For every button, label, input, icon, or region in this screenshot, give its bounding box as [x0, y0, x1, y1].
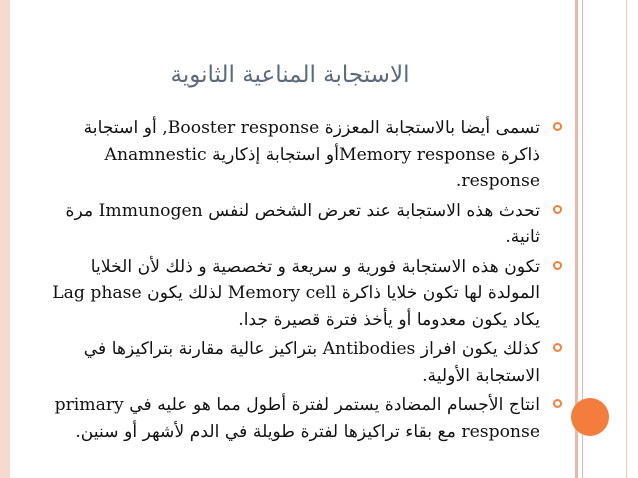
ring-bullet-icon	[553, 395, 562, 415]
bullet-text: تحدث هذه الاستجابة عند تعرض الشخص لنفس Immunogen مرة ثانية.	[65, 200, 540, 247]
bullet-item-1	[40, 115, 540, 195]
bullet-item-3	[40, 254, 540, 334]
bullet-text: كذلك يكون افراز Antibodies بتراكيز عالية مقارنة بتراكيزها في الاستجابة الأولية.	[83, 339, 540, 386]
right-frame-outer-line	[626, 0, 627, 478]
bullet-item-5	[40, 392, 540, 445]
bullet-item-2	[40, 198, 540, 251]
decorative-orange-circle	[571, 398, 609, 436]
ring-bullet-icon	[553, 339, 562, 359]
ring-bullet-icon	[553, 118, 562, 138]
slide-title: الاستجابة المناعية الثانوية	[170, 62, 410, 88]
bullet-text: تسمى أيضا بالاستجابة المعززة Booster response, أو استجابة ذاكرة Memory responseأو استجابة إذكارية Anamnestic response.	[83, 118, 540, 191]
bullet-text: انتاج الأجسام المضادة يستمر لفترة أطول مما هو عليه في primary response مع بقاء تراكيزها لفترة طويلة في الدم لأشهر أو سنين.	[54, 395, 540, 442]
ring-bullet-icon	[553, 201, 562, 221]
bullet-item-4	[40, 336, 540, 389]
bullet-text: تكون هذه الاستجابة فورية و سريعة و تخصصية و ذلك لأن الخلايا المولدة لها تكون خلايا ذاكرة Memory cell لذلك يكون Lag phase يكاد يكون معدوما أو يأخذ فترة قصيرة جدا.	[52, 256, 540, 330]
slide-content	[40, 115, 540, 448]
ring-bullet-icon	[553, 257, 562, 277]
left-frame-border	[0, 0, 10, 478]
